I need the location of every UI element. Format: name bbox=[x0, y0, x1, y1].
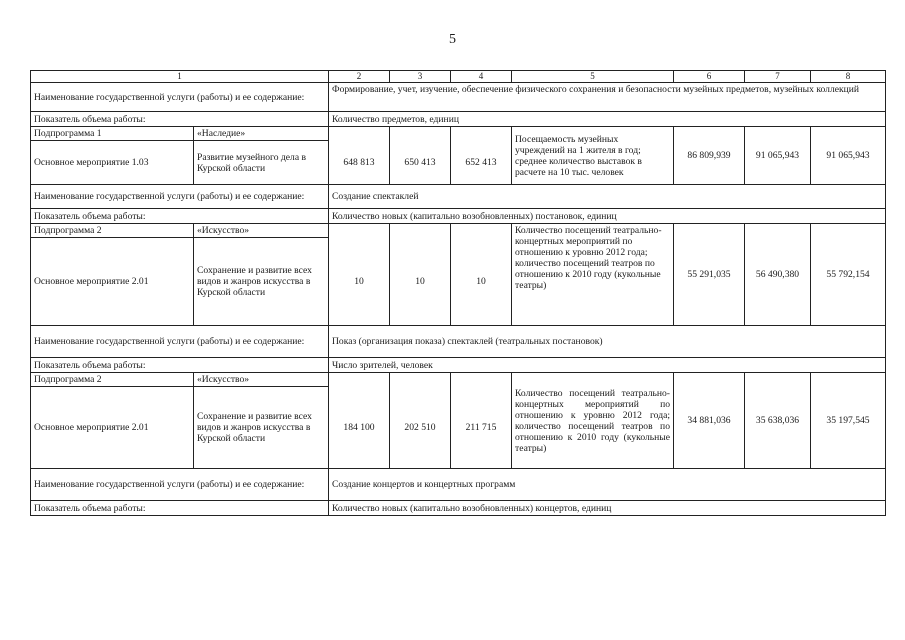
column-number: 5 bbox=[512, 71, 674, 83]
service-value: Создание концертов и концертных программ bbox=[329, 469, 886, 501]
value-col6: 86 809,939 bbox=[674, 127, 745, 185]
indicator-label: Показатель объема работы: bbox=[31, 358, 329, 373]
measure-label: Основное мероприятие 2.01 bbox=[31, 387, 194, 469]
subprogram-row bbox=[31, 127, 886, 141]
service-row bbox=[31, 185, 886, 209]
subprogram-label: Подпрограмма 2 bbox=[31, 373, 194, 387]
indicator-label: Показатель объема работы: bbox=[31, 209, 329, 224]
value-col4: 211 715 bbox=[451, 387, 512, 469]
service-label: Наименование государственной услуги (работы) и ее содержание: bbox=[31, 185, 329, 209]
value-col3: 10 bbox=[390, 238, 451, 326]
service-label: Наименование государственной услуги (работы) и ее содержание: bbox=[31, 326, 329, 358]
service-label: Наименование государственной услуги (работы) и ее содержание: bbox=[31, 469, 329, 501]
indicator-value: Количество новых (капитально возобновленных) концертов, единиц bbox=[329, 501, 886, 516]
column-number-row bbox=[31, 71, 886, 83]
value-col4: 10 bbox=[451, 238, 512, 326]
value-col8: 35 197,545 bbox=[811, 373, 886, 469]
column-number: 3 bbox=[390, 71, 451, 83]
column-number: 7 bbox=[745, 71, 811, 83]
subprogram-row bbox=[31, 224, 886, 238]
value-col3: 202 510 bbox=[390, 387, 451, 469]
column-number: 4 bbox=[451, 71, 512, 83]
subprogram-name: «Искусство» bbox=[194, 224, 329, 238]
indicator-row bbox=[31, 358, 886, 373]
measure-label: Основное мероприятие 1.03 bbox=[31, 141, 194, 185]
measure-name: Сохранение и развитие всех видов и жанров искусства в Курской области bbox=[194, 238, 329, 326]
indicator-value: Число зрителей, человек bbox=[329, 358, 886, 373]
measure-label: Основное мероприятие 2.01 bbox=[31, 238, 194, 326]
indicator-row bbox=[31, 112, 886, 127]
indicator-description: Посещаемость музейных учреждений на 1 жителя в год; среднее количество выставок в расчете на 10 тыс. человек bbox=[512, 127, 674, 185]
measure-name: Развитие музейного дела в Курской области bbox=[194, 141, 329, 185]
column-number: 1 bbox=[31, 71, 329, 83]
subprogram-name: «Наследие» bbox=[194, 127, 329, 141]
column-number: 8 bbox=[811, 71, 886, 83]
indicator-value: Количество предметов, единиц bbox=[329, 112, 886, 127]
value-col4: 652 413 bbox=[451, 141, 512, 185]
value-col8: 91 065,943 bbox=[811, 127, 886, 185]
indicator-label: Показатель объема работы: bbox=[31, 112, 329, 127]
measure-name: Сохранение и развитие всех видов и жанров искусства в Курской области bbox=[194, 387, 329, 469]
value-col2: 10 bbox=[329, 238, 390, 326]
service-row bbox=[31, 469, 886, 501]
service-value: Показ (организация показа) спектаклей (театральных постановок) bbox=[329, 326, 886, 358]
page-number: 5 bbox=[449, 32, 456, 47]
value-col2: 184 100 bbox=[329, 387, 390, 469]
indicator-description: Количество посещений театрально-концертных мероприятий по отношению к уровню 2012 года; количество посещений театров по отношению к 2010 году (кукольные театры) bbox=[512, 224, 674, 326]
value-col2: 648 813 bbox=[329, 141, 390, 185]
service-row bbox=[31, 326, 886, 358]
subprogram-name: «Искусство» bbox=[194, 373, 329, 387]
service-label: Наименование государственной услуги (работы) и ее содержание: bbox=[31, 83, 329, 112]
value-col6: 34 881,036 bbox=[674, 373, 745, 469]
service-row bbox=[31, 83, 886, 112]
value-col6: 55 291,035 bbox=[674, 224, 745, 326]
value-col7: 56 490,380 bbox=[745, 224, 811, 326]
value-col3: 650 413 bbox=[390, 141, 451, 185]
indicator-label: Показатель объема работы: bbox=[31, 501, 329, 516]
indicator-description: Количество посещений театрально-концертных мероприятий по отношению к уровню 2012 года; количество посещений театров по отношению к 2010 году (кукольные театры) bbox=[512, 373, 674, 469]
service-value: Создание спектаклей bbox=[329, 185, 886, 209]
indicator-value: Количество новых (капитально возобновленных) постановок, единиц bbox=[329, 209, 886, 224]
value-col7: 35 638,036 bbox=[745, 373, 811, 469]
column-number: 6 bbox=[674, 71, 745, 83]
subprogram-row bbox=[31, 373, 886, 387]
value-col8: 55 792,154 bbox=[811, 224, 886, 326]
indicator-row bbox=[31, 501, 886, 516]
subprogram-label: Подпрограмма 2 bbox=[31, 224, 194, 238]
indicator-row bbox=[31, 209, 886, 224]
value-col7: 91 065,943 bbox=[745, 127, 811, 185]
column-number: 2 bbox=[329, 71, 390, 83]
state-program-table bbox=[30, 70, 886, 516]
service-value: Формирование, учет, изучение, обеспечение физического сохранения и безопасности музейных предметов, музейных коллекций bbox=[329, 83, 886, 112]
subprogram-label: Подпрограмма 1 bbox=[31, 127, 194, 141]
